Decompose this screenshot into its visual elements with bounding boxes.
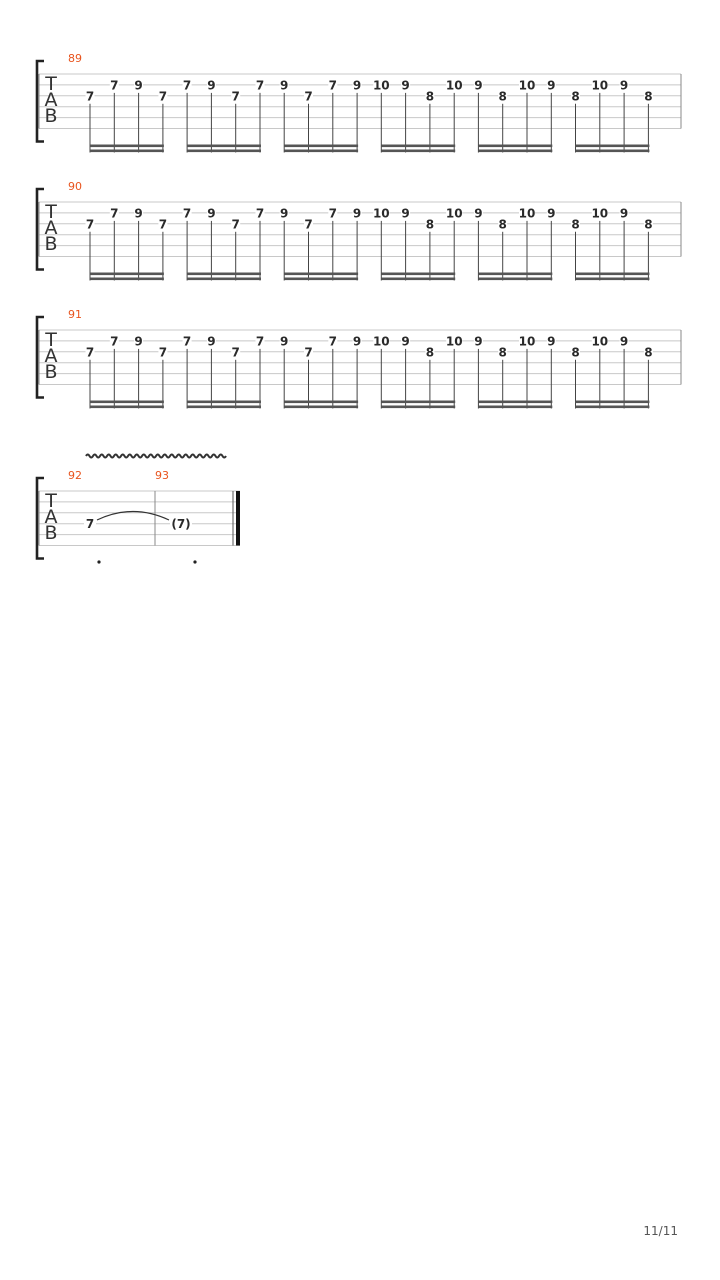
fret-number: 10 <box>518 334 536 349</box>
fret-number: 7 <box>85 345 95 360</box>
tab-clef-letter: T <box>45 490 57 512</box>
measure-number: 93 <box>155 469 169 482</box>
beam <box>187 150 261 153</box>
system-bracket <box>37 61 44 142</box>
beam <box>576 145 650 148</box>
fret-number: 8 <box>644 217 653 232</box>
measure-number: 92 <box>68 469 82 482</box>
fret-number: 9 <box>401 206 410 221</box>
beam <box>478 406 552 409</box>
fret-number: 9 <box>280 206 289 221</box>
fret-number: 9 <box>134 206 143 221</box>
fret-number: 8 <box>571 89 580 104</box>
fret-number: 9 <box>547 206 556 221</box>
fret-number: 10 <box>518 206 536 221</box>
fret-number: 8 <box>644 89 653 104</box>
fret-number: 7 <box>158 89 168 104</box>
tab-clef-letter: A <box>44 217 58 239</box>
fret-number: 10 <box>591 78 609 93</box>
beam <box>284 273 358 276</box>
fret-number: 9 <box>401 78 410 93</box>
tab-clef-letter: T <box>45 201 57 223</box>
fret-number: 7 <box>328 334 337 349</box>
beam <box>90 150 164 153</box>
tab-clef-letter: B <box>44 105 58 127</box>
beam <box>187 406 261 409</box>
measure-number: 90 <box>68 180 82 193</box>
fret-number: 9 <box>280 334 289 349</box>
beam <box>576 406 650 409</box>
tab-clef-letter: B <box>44 522 58 544</box>
fret-number: 9 <box>352 334 362 349</box>
tab-clef-letter: T <box>45 329 57 351</box>
fret-number: 9 <box>474 334 483 349</box>
fret-number: 8 <box>498 345 507 360</box>
duration-dot <box>97 560 100 563</box>
beam <box>576 278 650 281</box>
beam <box>478 145 552 148</box>
fret-number: 10 <box>372 206 390 221</box>
beam <box>381 401 455 404</box>
fret-number: 7 <box>110 78 119 93</box>
fret-number: 8 <box>571 217 580 232</box>
fret-number: 9 <box>474 206 483 221</box>
fret-number: 7 <box>255 334 265 349</box>
measure-number: 89 <box>68 52 82 65</box>
tied-fret-number: (7) <box>171 517 191 532</box>
beam <box>187 278 261 281</box>
beam <box>478 273 552 276</box>
beam <box>478 150 552 153</box>
fret-number: 9 <box>207 206 216 221</box>
fret-number: 10 <box>445 78 463 93</box>
tab-clef-letter: A <box>44 345 58 367</box>
fret-number: 9 <box>352 78 362 93</box>
fret-number: 9 <box>619 78 629 93</box>
beam <box>284 401 358 404</box>
fret-number: 7 <box>328 78 337 93</box>
fret-number: 9 <box>134 78 143 93</box>
fret-number: 10 <box>591 206 609 221</box>
beam <box>90 273 164 276</box>
fret-number: 9 <box>619 334 629 349</box>
fret-number: 8 <box>644 345 653 360</box>
fret-number: 10 <box>372 78 390 93</box>
tab-system-final <box>37 455 240 564</box>
fret-number: 10 <box>445 334 463 349</box>
fret-number: 9 <box>547 78 556 93</box>
fret-number: 8 <box>498 217 507 232</box>
fret-number: 9 <box>547 334 556 349</box>
fret-number: 7 <box>182 78 192 93</box>
fret-number: 7 <box>231 89 240 104</box>
system-bracket <box>37 189 44 270</box>
beam <box>187 401 261 404</box>
fret-number: 7 <box>255 206 265 221</box>
fret-number: 9 <box>207 78 216 93</box>
fret-number: 7 <box>110 334 119 349</box>
fret-number: 7 <box>85 517 95 532</box>
beam <box>576 273 650 276</box>
beam <box>90 278 164 281</box>
beam <box>381 150 455 153</box>
beam <box>576 150 650 153</box>
beam <box>90 145 164 148</box>
beam <box>478 278 552 281</box>
beam <box>381 273 455 276</box>
fret-number: 7 <box>182 334 192 349</box>
fret-number: 7 <box>85 217 95 232</box>
beam <box>284 145 358 148</box>
fret-number: 7 <box>182 206 192 221</box>
tab-clef-letter: B <box>44 233 58 255</box>
fret-number: 7 <box>328 206 337 221</box>
fret-number: 9 <box>134 334 143 349</box>
fret-number: 9 <box>619 206 629 221</box>
tab-clef-letter: B <box>44 361 58 383</box>
fret-number: 10 <box>445 206 463 221</box>
beam <box>478 401 552 404</box>
tab-system-91 <box>37 308 681 409</box>
tab-clef-letter: A <box>44 89 58 111</box>
tab-system-90 <box>37 180 681 281</box>
fret-number: 10 <box>372 334 390 349</box>
beam <box>381 278 455 281</box>
fret-number: 7 <box>158 217 168 232</box>
final-barline-thick <box>236 491 240 546</box>
beam <box>576 401 650 404</box>
duration-dot <box>193 560 196 563</box>
beam <box>187 145 261 148</box>
fret-number: 9 <box>280 78 289 93</box>
beam <box>284 278 358 281</box>
fret-number: 8 <box>571 345 580 360</box>
fret-number: 8 <box>425 345 435 360</box>
fret-number: 10 <box>591 334 609 349</box>
fret-number: 10 <box>518 78 536 93</box>
beam <box>90 406 164 409</box>
fret-number: 7 <box>85 89 95 104</box>
fret-number: 8 <box>425 89 435 104</box>
fret-number: 7 <box>304 217 313 232</box>
fret-number: 9 <box>352 206 362 221</box>
fret-number: 7 <box>231 217 240 232</box>
beam <box>90 401 164 404</box>
beam <box>381 406 455 409</box>
fret-number: 7 <box>304 345 313 360</box>
beam <box>284 150 358 153</box>
fret-number: 8 <box>425 217 435 232</box>
fret-number: 8 <box>498 89 507 104</box>
system-bracket <box>37 317 44 398</box>
fret-number: 7 <box>304 89 313 104</box>
beam <box>381 145 455 148</box>
fret-number: 9 <box>474 78 483 93</box>
fret-number: 7 <box>110 206 119 221</box>
tab-clef-letter: T <box>45 73 57 95</box>
fret-number: 9 <box>401 334 410 349</box>
beam <box>187 273 261 276</box>
fret-number: 7 <box>158 345 168 360</box>
measure-number: 91 <box>68 308 82 321</box>
beam <box>284 406 358 409</box>
page-number: 11/11 <box>643 1224 678 1238</box>
fret-number: 7 <box>255 78 265 93</box>
vibrato-line <box>86 455 226 458</box>
fret-number: 9 <box>207 334 216 349</box>
tab-system-89 <box>37 52 681 153</box>
tab-clef-letter: A <box>44 506 58 528</box>
fret-number: 7 <box>231 345 240 360</box>
system-bracket <box>37 478 44 559</box>
